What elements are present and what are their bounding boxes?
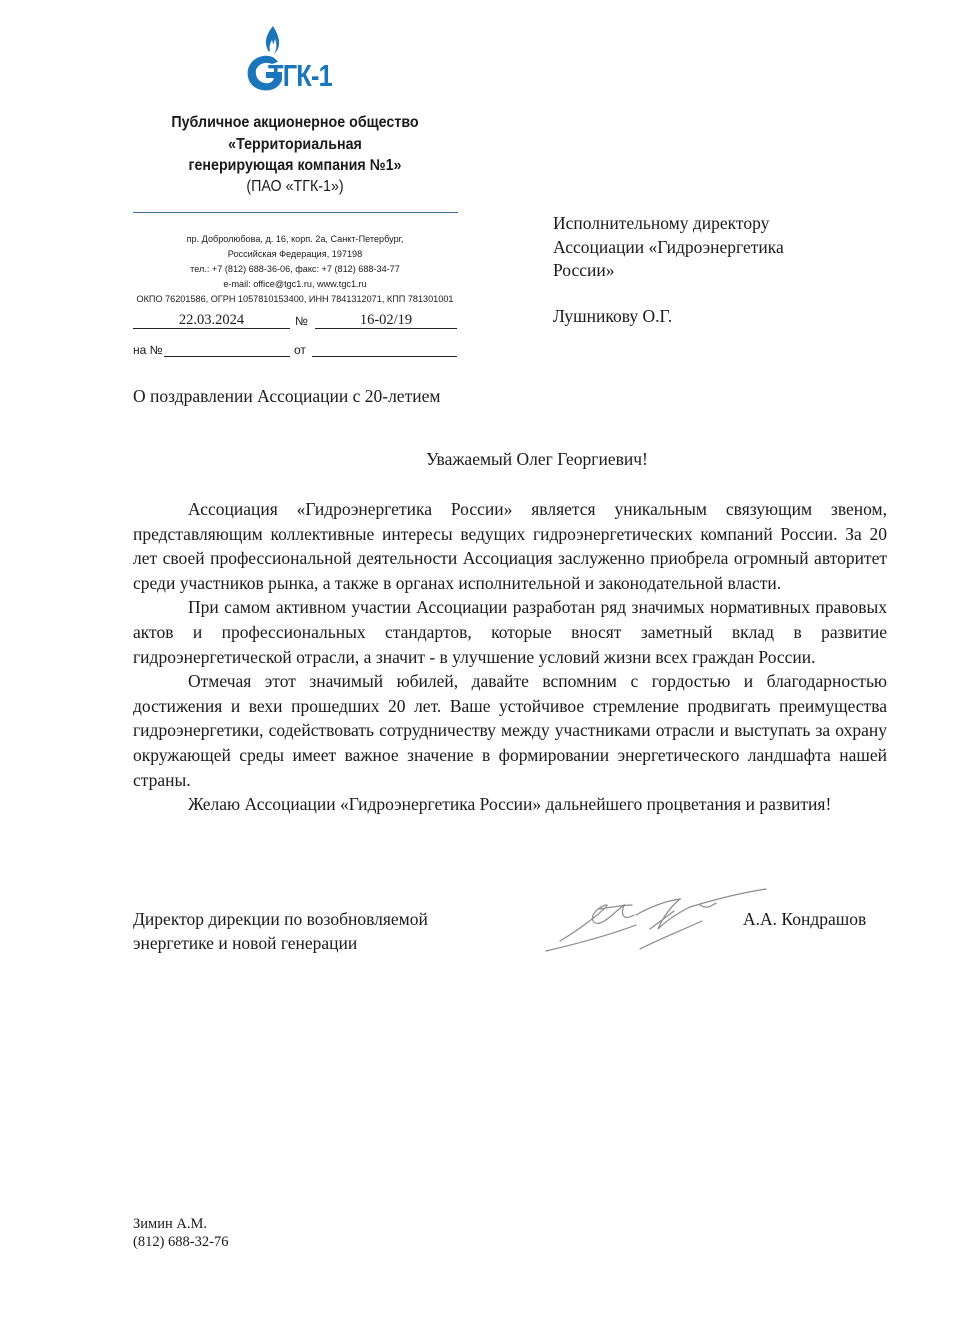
signer-title <box>133 908 428 955</box>
addressee-name: Лушникову О.Г. <box>553 306 673 326</box>
header-divider <box>133 212 458 213</box>
addressee <box>553 212 784 283</box>
greeting: Уважаемый Олег Георгиевич! <box>426 449 648 469</box>
from-underline <box>312 356 457 357</box>
reference-label: на № <box>133 343 163 357</box>
address-line: ОКПО 76201586, ОГРН 1057810153400, ИНН 7841312071, КПП 781301001 <box>136 294 454 305</box>
signer-title-line: Директор дирекции по возобновляемой <box>133 909 428 929</box>
body-paragraph: При самом активном участии Ассоциации разработан ряд значимых нормативных правовых актов и профессиональных стандартов, которые вносят заметный вклад в развитие гидроэнергетической отрасли, а значит - в улучшение условий жизни всех граждан России. <box>133 597 887 667</box>
address-line: пр. Добролюбова, д. 16, корп. 2а, Санкт-Петербург, <box>186 234 404 245</box>
company-address <box>134 232 457 307</box>
handwritten-signature <box>540 885 770 955</box>
company-short-name: (ПАО «ТГК-1») <box>246 178 344 195</box>
signer-name: А.А. Кондрашов <box>743 909 867 929</box>
addressee-line: России» <box>553 260 615 280</box>
addressee-line: Ассоциации «Гидроэнергетика <box>553 236 784 257</box>
company-name <box>143 112 447 177</box>
executor-name: Зимин А.М. <box>133 1216 207 1232</box>
number-underline <box>315 328 457 329</box>
address-line: тел.: +7 (812) 688-36-06, факс: +7 (812) 688-34-77 <box>190 264 400 275</box>
number-label: № <box>295 314 308 328</box>
executor-info <box>133 1215 228 1251</box>
company-name-line: генерирующая компания №1» <box>188 157 402 174</box>
from-label: от <box>294 343 306 357</box>
letter-subject: О поздравлении Ассоциации с 20-летием <box>133 386 441 406</box>
company-name-line: Публичное акционерное общество <box>171 114 419 131</box>
company-name-line: «Территориальная <box>228 135 362 153</box>
body-paragraph: Ассоциация «Гидроэнергетика России» является уникальным связующим звеном, представляющим коллективные интересы ведущих гидроэнергетических компаний России. За 20 лет своей профессиональной деятельности Ассоциация заслуженно приобрела огромный авторитет среди участников рынка, а также в органах исполнительной и законодательной власти. <box>133 499 887 593</box>
address-line: Российская Федерация, 197198 <box>227 249 363 260</box>
body-paragraph: Желаю Ассоциации «Гидроэнергетика России» дальнейшего процветания и развития! <box>188 794 832 815</box>
addressee-line: Исполнительному директору <box>553 213 770 233</box>
signer-title-line: энергетике и новой генерации <box>133 932 358 953</box>
executor-phone: (812) 688-32-76 <box>133 1234 229 1250</box>
logo-text: ТГК-1 <box>268 58 332 93</box>
reference-underline <box>164 356 290 357</box>
body-paragraph: Отмечая этот значимый юбилей, давайте вспомним с гордостью и благодарностью достижения и вехи прошедших 20 лет. Ваше устойчивое стремление продвигать преимущества гидроэнергетики, содействовать сотрудничеству между участниками отрасли и выступать за охрану окружающей среды имеет важное значение в формировании энергетического ландшафта нашей страны. <box>133 671 887 790</box>
date-underline <box>133 328 290 329</box>
document-number: 16-02/19 <box>359 312 413 328</box>
letter-body <box>133 497 887 817</box>
document-date: 22.03.2024 <box>178 312 245 328</box>
address-line: e-mail: office@tgc1.ru, www.tgc1.ru <box>223 279 367 290</box>
